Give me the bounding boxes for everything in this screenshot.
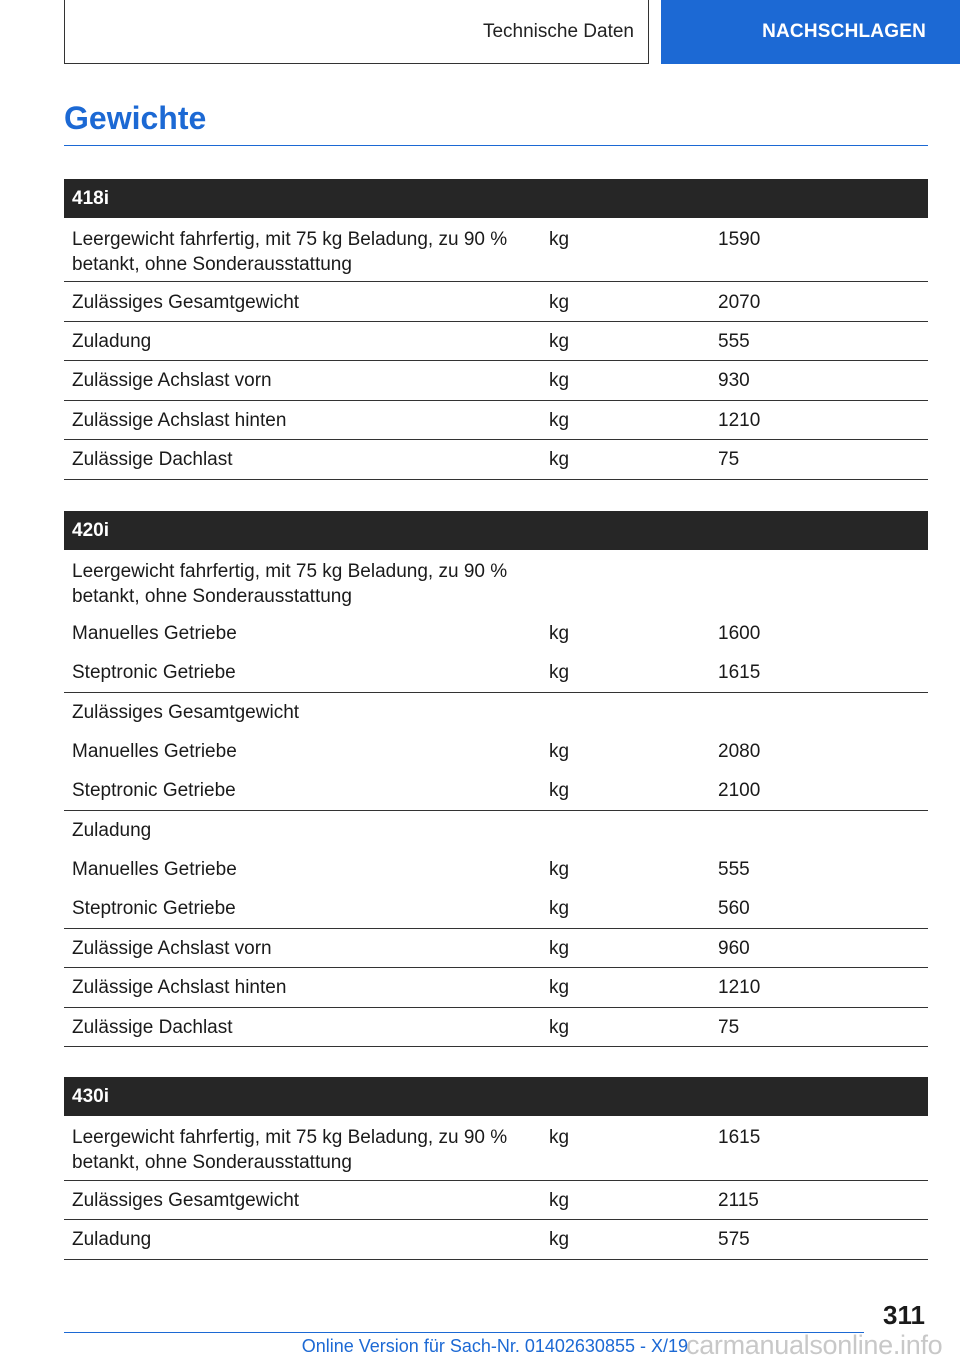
section-header: 430i [64, 1077, 928, 1116]
row-label: Zulässiges Gesamtgewicht [72, 292, 300, 313]
row-unit: kg [549, 662, 570, 683]
table-row [64, 614, 928, 653]
table-row [64, 1220, 928, 1260]
row-label: Zulässige Achslast hinten [72, 977, 287, 998]
row-label: Zuladung [72, 820, 152, 841]
row-value: 1210 [718, 410, 761, 431]
row-label: Manuelles Getriebe [72, 741, 237, 762]
table-row [64, 440, 928, 480]
table-row [64, 732, 928, 771]
table-row [64, 361, 928, 401]
table-row [64, 322, 928, 361]
row-unit: kg [549, 898, 570, 919]
table-row [64, 653, 928, 693]
row-label: Steptronic Getriebe [72, 662, 236, 683]
row-unit: kg [549, 370, 570, 391]
row-value: 555 [718, 859, 750, 880]
page-title: Gewichte [64, 100, 207, 136]
title-divider [64, 145, 928, 146]
row-label: Zulässige Achslast vorn [72, 370, 272, 391]
table-row [64, 968, 928, 1008]
row-unit: kg [549, 741, 570, 762]
row-unit: kg [549, 977, 570, 998]
row-unit: kg [549, 1190, 570, 1211]
row-unit: kg [549, 410, 570, 431]
row-label: Zulässige Achslast vorn [72, 938, 272, 959]
section-header: 418i [64, 179, 928, 218]
row-value: 2115 [718, 1190, 759, 1211]
table-row [64, 850, 928, 889]
table-row [64, 771, 928, 811]
row-unit: kg [549, 292, 570, 313]
header-section-label: Technische Daten [64, 0, 649, 64]
table-row [64, 550, 928, 614]
row-label: Leergewicht fahrfertig, mit 75 kg Beladung, zu 90 % betankt, ohne Sonderausstattung [72, 229, 508, 275]
row-value: 575 [718, 1229, 750, 1250]
row-unit: kg [549, 229, 570, 250]
row-label: Manuelles Getriebe [72, 859, 237, 880]
section-430i [64, 1077, 928, 1260]
row-unit: kg [549, 780, 570, 801]
row-value: 930 [718, 370, 750, 391]
section-418i [64, 179, 928, 480]
table-row [64, 1116, 928, 1181]
table-row [64, 401, 928, 440]
table-row [64, 1008, 928, 1047]
row-value: 1590 [718, 229, 761, 250]
row-label: Zulässiges Gesamtgewicht [72, 1190, 300, 1211]
row-label: Steptronic Getriebe [72, 780, 236, 801]
row-value: 555 [718, 331, 750, 352]
row-label: Zuladung [72, 1229, 152, 1250]
section-420i [64, 511, 928, 1047]
table-row [64, 693, 928, 732]
row-unit: kg [549, 938, 570, 959]
watermark: carmanualsonline.info [686, 1330, 943, 1360]
table-row [64, 929, 928, 968]
page-number: 311 [883, 1300, 925, 1330]
row-value: 1600 [718, 623, 761, 644]
row-label: Manuelles Getriebe [72, 623, 237, 644]
row-value: 960 [718, 938, 750, 959]
row-label: Zulässiges Gesamtgewicht [72, 702, 300, 723]
row-label: Zulässige Dachlast [72, 449, 233, 470]
row-value: 1210 [718, 977, 761, 998]
row-value: 75 [718, 1017, 740, 1038]
row-label: Leergewicht fahrfertig, mit 75 kg Beladung, zu 90 % betankt, ohne Sonderausstattung [72, 1127, 508, 1173]
row-unit: kg [549, 331, 570, 352]
footer-version-text: Online Version für Sach-Nr. 01402630855 - X/19 [301, 1336, 688, 1356]
row-unit: kg [549, 1017, 570, 1038]
row-label: Zulässige Dachlast [72, 1017, 233, 1038]
section-header: 420i [64, 511, 928, 550]
row-value: 1615 [718, 662, 761, 683]
table-row [64, 1181, 928, 1220]
row-label: Zuladung [72, 331, 152, 352]
row-value: 1615 [718, 1127, 761, 1148]
row-value: 560 [718, 898, 750, 919]
header-chapter-tab[interactable]: NACHSCHLAGEN [661, 0, 960, 64]
row-unit: kg [549, 1229, 570, 1250]
row-value: 2080 [718, 741, 761, 762]
row-unit: kg [549, 623, 570, 644]
table-row [64, 811, 928, 850]
row-value: 75 [718, 449, 740, 470]
row-value: 2070 [718, 292, 761, 313]
row-unit: kg [549, 1127, 570, 1148]
table-row [64, 889, 928, 929]
table-row [64, 218, 928, 282]
row-unit: kg [549, 449, 570, 470]
table-row [64, 282, 928, 322]
row-value: 2100 [718, 780, 761, 801]
row-label: Leergewicht fahrfertig, mit 75 kg Beladung, zu 90 % betankt, ohne Sonderausstattung [72, 561, 508, 607]
row-unit: kg [549, 859, 570, 880]
row-label: Zulässige Achslast hinten [72, 410, 287, 431]
row-label: Steptronic Getriebe [72, 898, 236, 919]
